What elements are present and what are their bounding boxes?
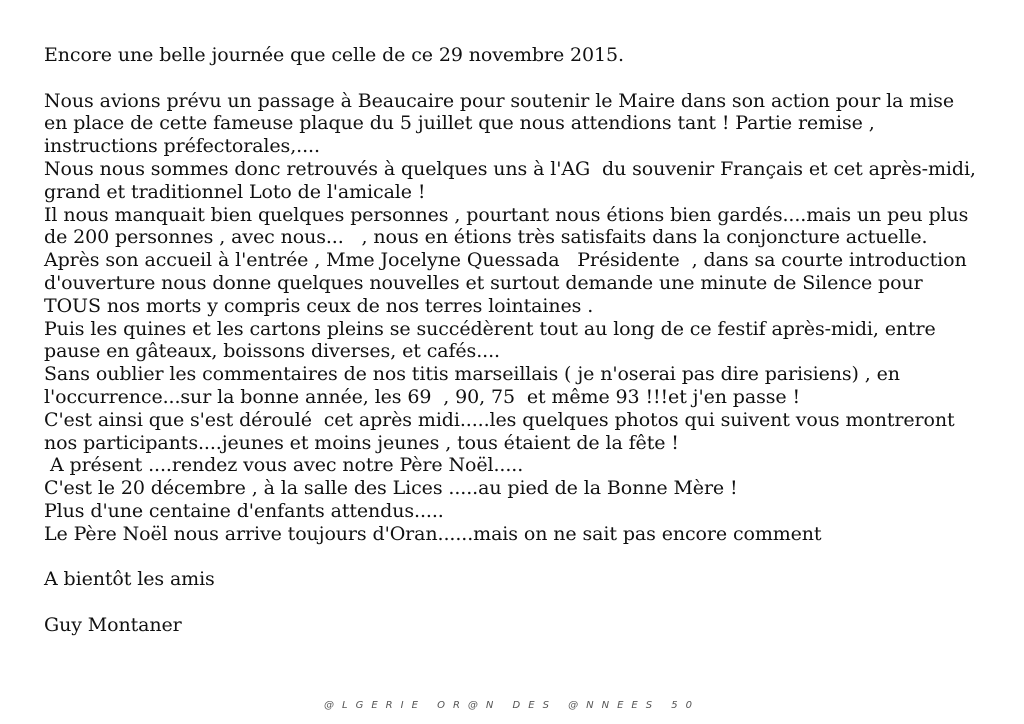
body-line: d'ouverture nous donne quelques nouvelles et surtout demande une minute de Silence pour	[44, 271, 923, 294]
footer-watermark: @LGERIE OR@N DES @NNEES 50	[324, 700, 700, 711]
closing-line: A bientôt les amis	[44, 568, 215, 591]
body-line: Il nous manquait bien quelques personnes , pourtant nous étions bien gardés....mais un peu plus	[44, 203, 969, 226]
spacer	[44, 546, 1004, 569]
body-line: C'est le 20 décembre , à la salle des Lices .....au pied de la Bonne Mère !	[44, 477, 738, 500]
letter	[44, 44, 1004, 637]
body-line: Puis les quines et les cartons pleins se succédèrent tout au long de ce festif après-midi, entre	[44, 317, 936, 340]
letter-body	[44, 90, 1004, 546]
body-line: Nous avions prévu un passage à Beaucaire pour soutenir le Maire dans son action pour la mise	[44, 89, 954, 112]
body-line: de 200 personnes , avec nous... , nous en étions très satisfaits dans la conjoncture actuelle.	[44, 226, 928, 249]
body-line: Nous nous sommes donc retrouvés à quelques uns à l'AG du souvenir Français et cet après-midi,	[44, 157, 976, 180]
body-line: instructions préfectorales,....	[44, 135, 320, 158]
body-line: Sans oublier les commentaires de nos titis marseillais ( je n'oserai pas dire parisiens) , en	[44, 363, 900, 386]
body-line: Le Père Noël nous arrive toujours d'Oran......mais on ne sait pas encore comment	[44, 522, 822, 545]
body-line: l'occurrence...sur la bonne année, les 69 , 90, 75 et même 93 !!!et j'en passe !	[44, 385, 801, 408]
body-line: TOUS nos morts y compris ceux de nos terres lointaines .	[44, 294, 594, 317]
spacer	[44, 67, 1004, 90]
body-line: Après son accueil à l'entrée , Mme Jocelyne Quessada Présidente , dans sa courte introduction	[44, 249, 967, 272]
signature: Guy Montaner	[44, 613, 182, 636]
body-line: C'est ainsi que s'est déroulé cet après midi.....les quelques photos qui suivent vous montreront	[44, 408, 955, 431]
date-line: Encore une belle journée que celle de ce 29 novembre 2015.	[44, 44, 624, 66]
body-line: en place de cette fameuse plaque du 5 juillet que nous attendions tant ! Partie remise ,	[44, 112, 875, 135]
body-line: nos participants....jeunes et moins jeunes , tous étaient de la fête !	[44, 431, 679, 454]
body-line: pause en gâteaux, boissons diverses, et cafés....	[44, 340, 500, 363]
body-line: Plus d'une centaine d'enfants attendus.....	[44, 499, 444, 522]
body-line: grand et traditionnel Loto de l'amicale !	[44, 180, 426, 203]
body-line: A présent ....rendez vous avec notre Père Noël.....	[44, 454, 524, 477]
spacer	[44, 591, 1004, 614]
